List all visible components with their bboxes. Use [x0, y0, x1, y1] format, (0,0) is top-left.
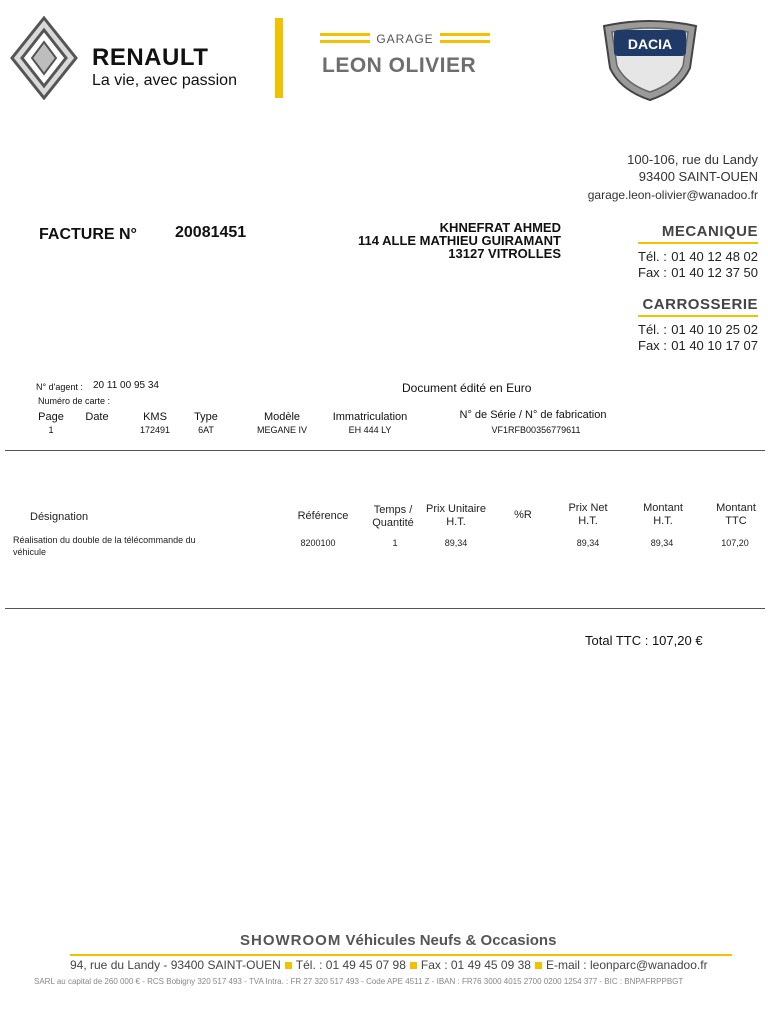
col-header-ttc-line1: Montant	[716, 502, 756, 514]
vehicle-page: 1	[48, 425, 54, 435]
section-divider-bottom	[5, 608, 765, 609]
renault-brand-name: RENAULT	[92, 44, 209, 71]
total-ttc: Total TTC : 107,20 €	[585, 633, 703, 648]
tel-number: 01 40 12 48 02	[671, 249, 758, 264]
footer-rule	[70, 954, 732, 956]
line-designation-line1: Réalisation du double de la télécommande du	[13, 535, 196, 545]
brand-divider	[275, 18, 283, 98]
fax-number: 01 40 12 37 50	[671, 265, 758, 280]
col-header-designation: Désignation	[30, 511, 89, 523]
col-header-qty-line1: Temps /	[373, 504, 413, 516]
col-header-qty	[364, 504, 422, 530]
line-amount-ht: 89,34	[650, 538, 674, 548]
vehicle-model: MEGANE IV	[256, 425, 307, 435]
garage-name: LEON OLIVIER	[322, 54, 477, 77]
bullet-square-icon	[410, 962, 417, 969]
client-city: 13127 VITROLLES	[448, 246, 561, 261]
mecanique-fax	[638, 265, 758, 280]
footer-contact-line	[70, 958, 732, 972]
vehicle-header-date: Date	[85, 411, 109, 423]
garage-address-line1: 100-106, rue du Landy	[627, 152, 758, 167]
line-amount-ttc: 107,20	[721, 538, 749, 548]
showroom-word: SHOWROOM	[240, 932, 342, 949]
bullet-square-icon	[535, 962, 542, 969]
fax-label: Fax :	[638, 338, 667, 353]
col-header-qty-line2: Quantité	[372, 517, 414, 529]
line-net-price: 89,34	[576, 538, 600, 548]
bullet-square-icon	[285, 962, 292, 969]
client-name: KHNEFRAT AHMED	[439, 220, 561, 235]
mecanique-tel	[638, 249, 758, 264]
mecanique-title: MECANIQUE	[661, 223, 758, 240]
footer-fax: Fax : 01 49 45 09 38	[420, 958, 531, 972]
garage-email: garage.leon-olivier@wanadoo.fr	[587, 188, 758, 202]
line-designation	[13, 534, 196, 558]
footer-legal: SARL au capital de 260 000 € - RCS Bobigny 320 517 493 - TVA Intra. : FR 27 320 517 493 - Code APE 4511 Z - IBAN : FR76 3000 4015 2700 0200 1254 377 - BIC : BNPAFRPPBGT	[34, 977, 684, 986]
line-reference: 8200100	[300, 538, 336, 548]
renault-logo-icon	[10, 16, 78, 100]
carrosserie-title: CARROSSERIE	[642, 296, 758, 313]
vehicle-header-kms: KMS	[143, 411, 167, 423]
line-designation-line2: véhicule	[13, 547, 47, 557]
col-header-unit-line1: Prix Unitaire	[426, 503, 486, 515]
vehicle-header-serial: N° de Série / N° de fabrication	[459, 409, 607, 421]
agent-number: 20 11 00 95 34	[93, 380, 159, 391]
renault-tagline: La vie, avec passion	[92, 72, 237, 89]
line-qty: 1	[392, 538, 398, 548]
card-label: Numéro de carte :	[38, 396, 111, 406]
vehicle-plate: EH 444 LY	[348, 425, 392, 435]
footer-email: E-mail : leonparc@wanadoo.fr	[545, 958, 708, 972]
vehicle-kms: 172491	[139, 425, 171, 435]
currency-note: Document édité en Euro	[402, 381, 532, 395]
svg-text:DACIA: DACIA	[627, 36, 673, 52]
fax-label: Fax :	[638, 265, 667, 280]
garage-label: GARAGE	[376, 32, 434, 46]
invoice-number: 20081451	[175, 224, 247, 241]
showroom-heading	[240, 932, 556, 949]
dacia-logo-icon	[600, 18, 700, 102]
tel-number: 01 40 10 25 02	[671, 322, 758, 337]
col-header-amount-ttc	[706, 502, 766, 528]
col-header-discount: %R	[514, 509, 532, 521]
vehicle-header-model: Modèle	[263, 411, 301, 423]
footer-address: 94, rue du Landy - 93400 SAINT-OUEN	[70, 958, 281, 972]
col-header-reference: Référence	[297, 510, 349, 522]
showroom-text: Véhicules Neufs & Occasions	[345, 932, 557, 949]
garage-address-line2: 93400 SAINT-OUEN	[638, 169, 758, 184]
col-header-amount-ht	[632, 502, 694, 528]
tel-label: Tél. :	[638, 322, 667, 337]
vehicle-header-page: Page	[38, 411, 64, 423]
line-unit-price: 89,34	[444, 538, 468, 548]
col-header-ttc-line2: TTC	[725, 515, 747, 527]
vehicle-header-type: Type	[194, 411, 218, 423]
fax-number: 01 40 10 17 07	[671, 338, 758, 353]
carrosserie-fax	[638, 338, 758, 353]
mecanique-rule	[638, 242, 758, 244]
agent-label: N° d'agent :	[36, 382, 83, 392]
col-header-net-price	[558, 502, 618, 528]
vehicle-type: 6AT	[198, 425, 214, 435]
col-header-unit-line2: H.T.	[446, 516, 466, 528]
vehicle-header-plate: Immatriculation	[332, 411, 408, 423]
vehicle-serial: VF1RFB00356779611	[491, 425, 581, 435]
col-header-unit-price	[420, 503, 492, 529]
invoice-label: FACTURE N°	[39, 226, 137, 243]
section-divider-top	[5, 450, 765, 451]
col-header-net-line1: Prix Net	[568, 502, 608, 514]
footer-tel: Tél. : 01 49 45 07 98	[295, 958, 406, 972]
col-header-net-line2: H.T.	[578, 515, 598, 527]
carrosserie-rule	[638, 315, 758, 317]
tel-label: Tél. :	[638, 249, 667, 264]
col-header-ht-line1: Montant	[643, 502, 683, 514]
client-street: 114 ALLE MATHIEU GUIRAMANT	[358, 233, 561, 248]
carrosserie-tel	[638, 322, 758, 337]
col-header-ht-line2: H.T.	[653, 515, 673, 527]
